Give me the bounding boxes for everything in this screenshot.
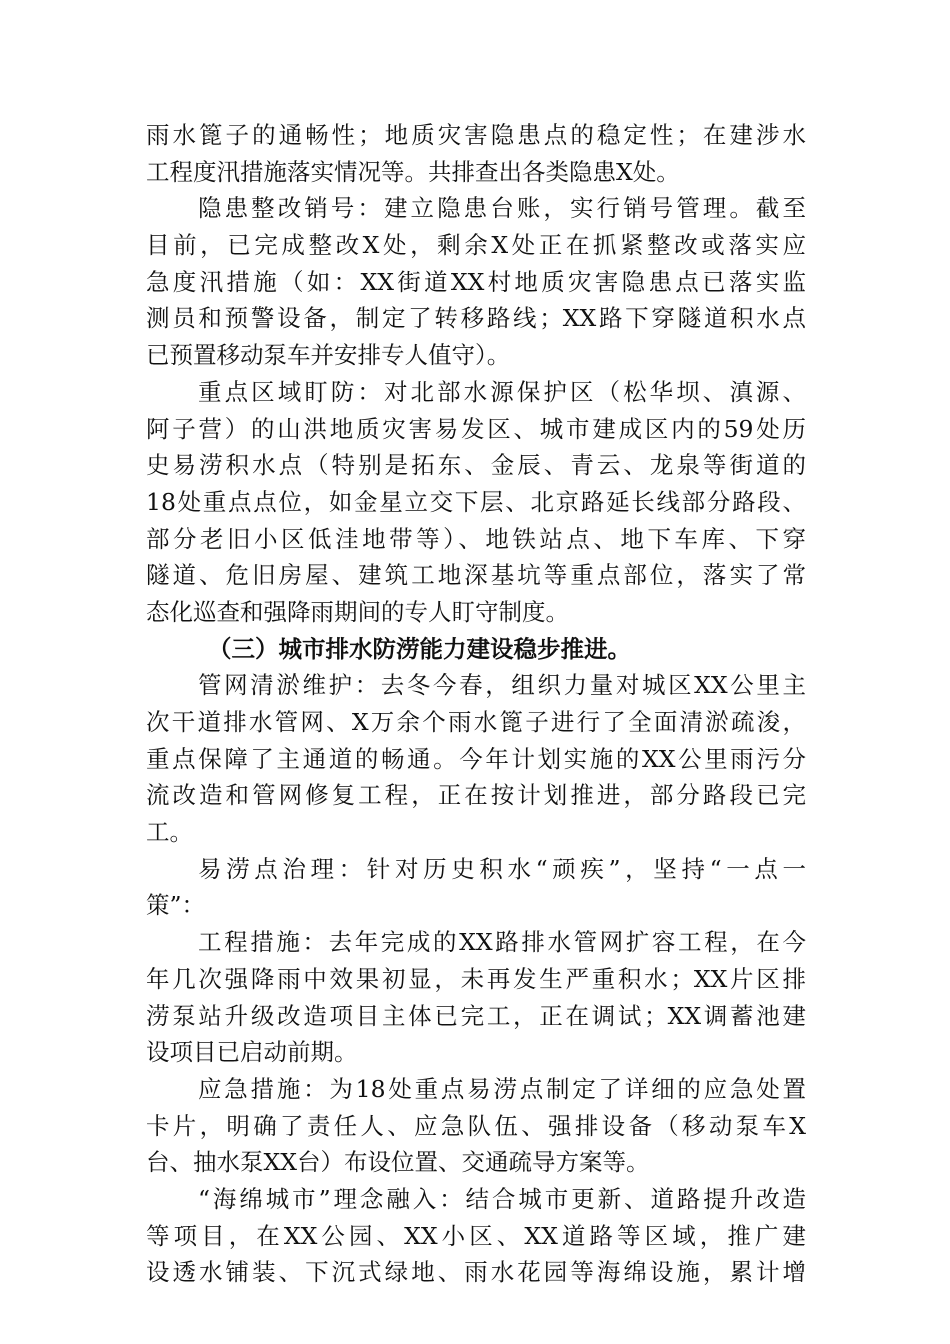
text-line: 隧道、危旧房屋、建筑工地深基坑等重点部位，落实了常 — [146, 561, 806, 590]
text-line: 急度汛措施（如：XX街道XX村地质灾害隐患点已落实监 — [146, 267, 806, 296]
text-line: 已预置移动泵车并安排专人值守）。 — [146, 341, 511, 370]
text-line: 流改造和管网修复工程，正在按计划推进，部分路段已完 — [146, 781, 806, 810]
text-line: 阿子营）的山洪地质灾害易发区、城市建成区内的59处历 — [146, 414, 806, 443]
text-line: 雨水篦子的通畅性；地质灾害隐患点的稳定性；在建涉水 — [146, 121, 806, 149]
text-line: 等项目，在XX公园、XX小区、XX道路等区域，推广建 — [146, 1221, 806, 1250]
text-line: 18处重点点位，如金星立交下层、北京路延长线部分路段、 — [146, 487, 806, 516]
text-line: 隐患整改销号：建立隐患台账，实行销号管理。截至 — [198, 194, 806, 223]
text-line: 重点区域盯防：对北部水源保护区（松华坝、滇源、 — [198, 377, 806, 406]
document-page — [146, 117, 806, 1291]
text-line: 台、抽水泵XX台）布设位置、交通疏导方案等。 — [146, 1148, 650, 1177]
text-line: 年几次强降雨中效果初显，未再发生严重积水；XX片区排 — [146, 964, 806, 993]
text-line: 工程措施：去年完成的XX路排水管网扩容工程，在今 — [198, 928, 806, 957]
section-heading: （三）城市排水防涝能力建设稳步推进。 — [208, 634, 631, 663]
text-line: 策”： — [146, 891, 206, 920]
text-line: 管网清淤维护：去冬今春，组织力量对城区XX公里主 — [198, 671, 806, 700]
text-line: 次干道排水管网、X万余个雨水篦子进行了全面清淤疏浚， — [146, 708, 806, 736]
text-line: 应急措施：为18处重点易涝点制定了详细的应急处置 — [198, 1074, 806, 1103]
text-line: 设项目已启动前期。 — [146, 1038, 358, 1067]
text-line: “海绵城市”理念融入：结合城市更新、道路提升改造 — [198, 1184, 806, 1213]
text-line: 重点保障了主通道的畅通。今年计划实施的XX公里雨污分 — [146, 744, 806, 773]
text-line: 史易涝积水点（特别是拓东、金辰、青云、龙泉等街道的 — [146, 451, 806, 480]
text-line: 工程度汛措施落实情况等。共排查出各类隐患X处。 — [146, 157, 680, 186]
text-line: 涝泵站升级改造项目主体已完工，正在调试；XX调蓄池建 — [146, 1001, 806, 1030]
text-line: 目前，已完成整改X处，剩余X处正在抓紧整改或落实应 — [146, 231, 806, 260]
text-line: 测员和预警设备，制定了转移路线；XX路下穿隧道积水点 — [146, 304, 806, 333]
text-line: 部分老旧小区低洼地带等）、地铁站点、地下车库、下穿 — [146, 524, 806, 553]
text-line: 设透水铺装、下沉式绿地、雨水花园等海绵设施，累计增 — [146, 1258, 806, 1287]
text-line: 卡片，明确了责任人、应急队伍、强排设备（移动泵车X — [146, 1111, 806, 1140]
text-line: 态化巡查和强降雨期间的专人盯守制度。 — [146, 597, 569, 626]
text-line: 工。 — [146, 818, 193, 847]
text-line: 易涝点治理：针对历史积水“顽疾”，坚持“一点一 — [198, 854, 806, 883]
